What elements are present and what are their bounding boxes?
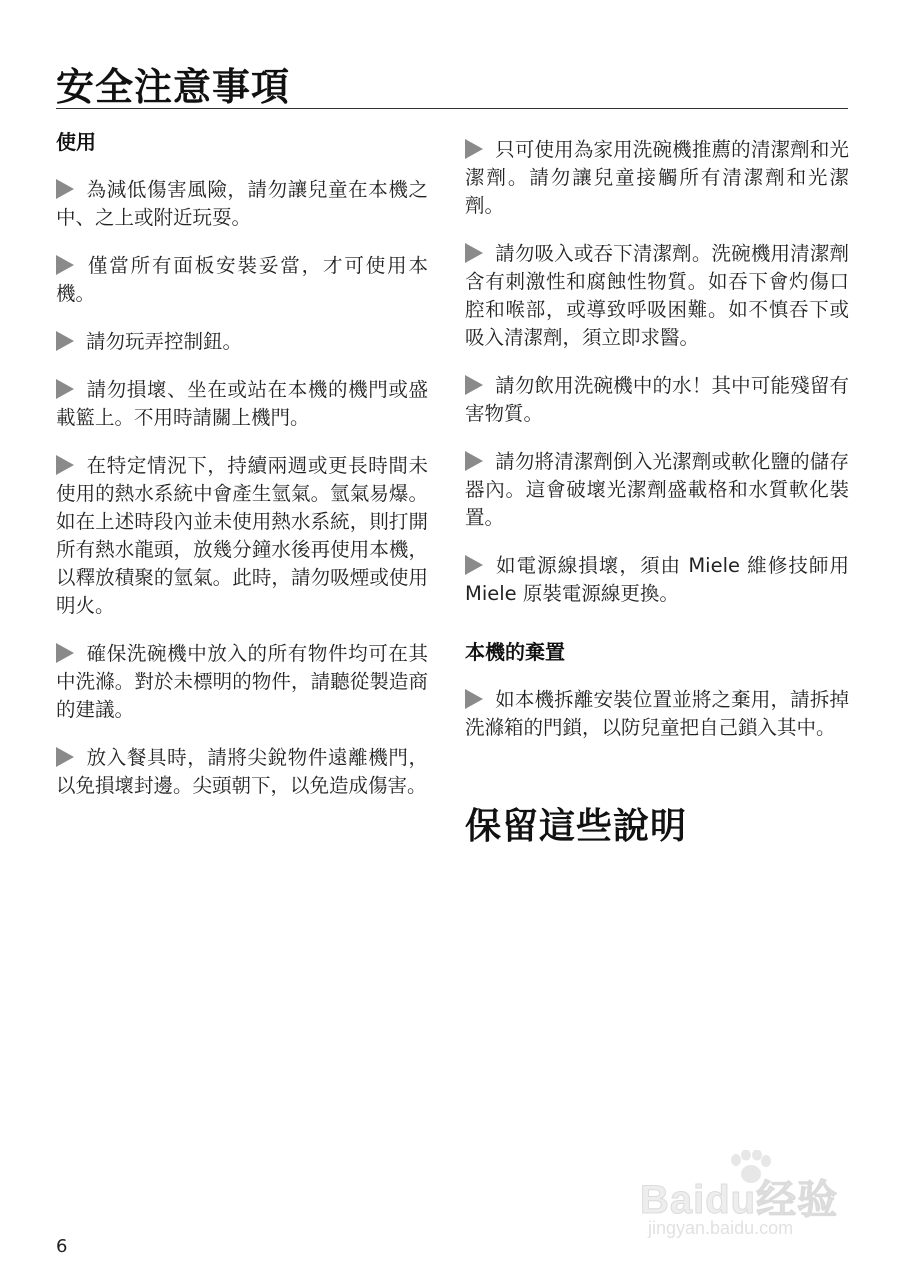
usage-list bbox=[56, 176, 428, 800]
triangle-bullet-icon bbox=[465, 451, 483, 471]
triangle-bullet-icon bbox=[56, 455, 74, 475]
right-column bbox=[465, 136, 849, 849]
triangle-bullet-icon bbox=[465, 375, 483, 395]
triangle-bullet-icon bbox=[56, 179, 74, 199]
left-column bbox=[56, 128, 428, 820]
closing-title: 保留這些說明 bbox=[465, 806, 688, 847]
list-item: 放入餐具時，請將尖銳物件遠離機門，以免損壞封邊。尖頭朝下，以免造成傷害。 bbox=[56, 746, 428, 797]
usage-heading: 使用 bbox=[56, 130, 96, 154]
triangle-bullet-icon bbox=[465, 139, 483, 159]
triangle-bullet-icon bbox=[465, 555, 483, 575]
list-item: 請勿玩弄控制鈕。 bbox=[56, 328, 428, 356]
list-item: 請勿損壞、坐在或站在本機的機門或盛載籃上。不用時請關上機門。 bbox=[56, 378, 428, 429]
list-item: 如本機拆離安裝位置並將之棄用，請拆掉洗滌箱的門鎖，以防兒童把自己鎖入其中。 bbox=[465, 688, 849, 739]
list-item: 請勿吸入或吞下清潔劑。洗碗機用清潔劑含有刺激性和腐蝕性物質。如吞下會灼傷口腔和喉部，或導致呼吸困難。如不慎吞下或吸入清潔劑，須立即求醫。 bbox=[465, 242, 849, 349]
page-number: 6 bbox=[56, 1236, 68, 1257]
triangle-bullet-icon bbox=[56, 747, 74, 767]
list-item: 如電源線損壞，須由 Miele 維修技師用 Miele 原裝電源線更換。 bbox=[465, 554, 849, 605]
triangle-bullet-icon bbox=[465, 243, 483, 263]
list-item: 為減低傷害風險，請勿讓兒童在本機之中、之上或附近玩耍。 bbox=[56, 178, 428, 229]
triangle-bullet-icon bbox=[465, 689, 483, 709]
watermark-logo: Baidu经验 bbox=[640, 1178, 839, 1222]
list-item: 確保洗碗機中放入的所有物件均可在其中洗滌。對於未標明的物件，請聽從製造商的建議。 bbox=[56, 642, 428, 721]
title-divider bbox=[56, 108, 848, 109]
triangle-bullet-icon bbox=[56, 255, 74, 275]
list-item: 請勿飲用洗碗機中的水！其中可能殘留有害物質。 bbox=[465, 374, 849, 425]
usage-list-continued bbox=[465, 136, 849, 608]
watermark-url: jingyan.baidu.com bbox=[648, 1218, 794, 1238]
disposal-heading: 本機的棄置 bbox=[465, 640, 565, 664]
baidu-watermark bbox=[640, 1150, 860, 1250]
triangle-bullet-icon bbox=[56, 643, 74, 663]
triangle-bullet-icon bbox=[56, 379, 74, 399]
page-title: 安全注意事項 bbox=[56, 65, 291, 109]
disposal-list bbox=[465, 686, 849, 742]
list-item: 請勿將清潔劑倒入光潔劑或軟化鹽的儲存器內。這會破壞光潔劑盛載格和水質軟化裝置。 bbox=[465, 450, 849, 529]
triangle-bullet-icon bbox=[56, 331, 74, 351]
list-item: 在特定情況下，持續兩週或更長時間未使用的熱水系統中會產生氫氣。氫氣易爆。如在上述時段內並未使用熱水系統，則打開所有熱水龍頭，放幾分鐘水後再使用本機，以釋放積聚的氫氣。此時，請勿吸煙或使用明火。 bbox=[56, 454, 428, 617]
list-item: 僅當所有面板安裝妥當，才可使用本機。 bbox=[56, 254, 428, 305]
list-item: 只可使用為家用洗碗機推薦的清潔劑和光潔劑。請勿讓兒童接觸所有清潔劑和光潔劑。 bbox=[465, 138, 849, 217]
